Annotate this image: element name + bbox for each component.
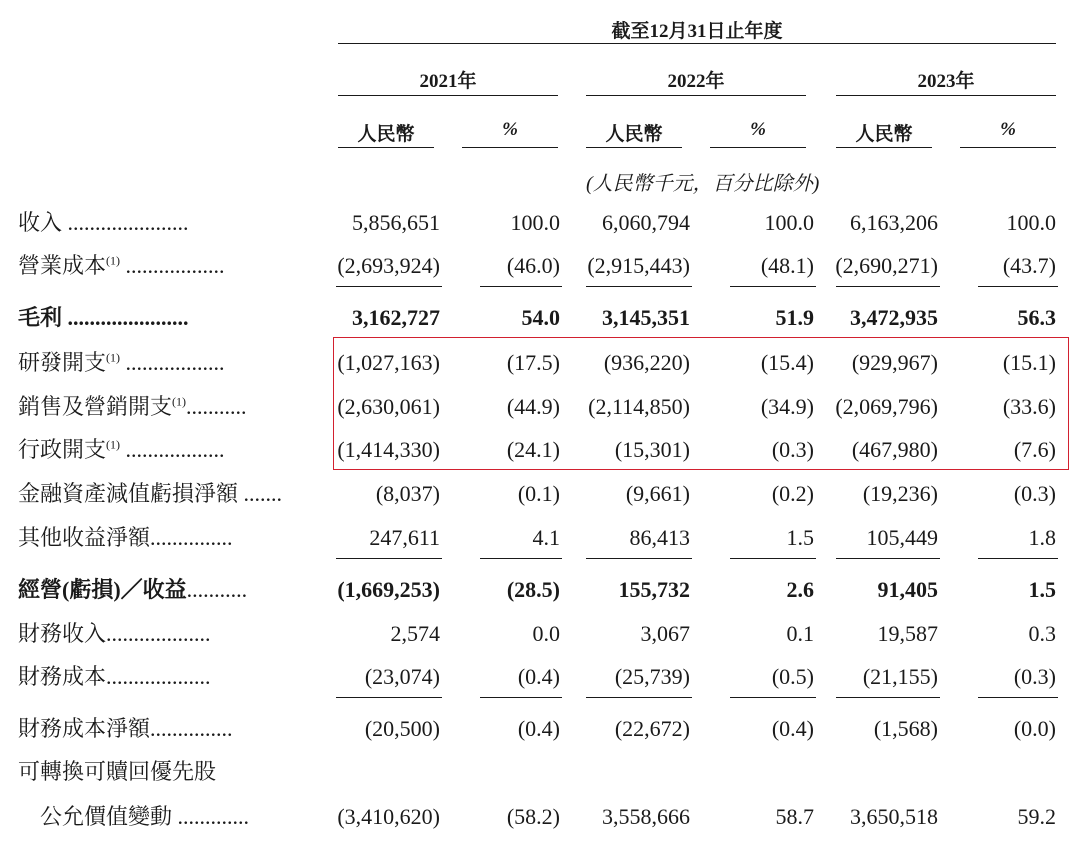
cell: (2,630,061) <box>337 394 440 419</box>
cell: 3,067 <box>640 621 690 646</box>
cell: (2,693,924) <box>337 253 440 278</box>
year-2023-heading: 2023年 <box>917 71 975 92</box>
cell: (9,661) <box>625 481 690 506</box>
cell: (0.3) <box>1013 664 1056 689</box>
row-label: 經營(虧損)／收益........... <box>18 577 248 602</box>
table-row-rnd-expenses <box>0 343 1080 383</box>
cell: (0.0) <box>1013 716 1056 741</box>
cell: (0.3) <box>771 437 814 462</box>
col-currency-2023: 人民幣 <box>855 124 913 145</box>
cell: (33.6) <box>1002 394 1056 419</box>
cell: 3,650,518 <box>850 804 938 829</box>
row-label: 公允價值變動 ............. <box>40 804 250 829</box>
table-row-finance-costs <box>0 657 1080 697</box>
cell: 2,574 <box>390 621 440 646</box>
cell: (467,980) <box>851 437 938 462</box>
cell: 155,732 <box>618 577 690 602</box>
subtotal-rule <box>730 286 816 287</box>
col-underline <box>586 147 682 148</box>
cell: 3,162,727 <box>352 305 440 330</box>
row-label: 營業成本$^{(1)}$ .................. <box>18 253 225 278</box>
cell: 100.0 <box>764 210 814 235</box>
col-currency-2022: 人民幣 <box>605 124 663 145</box>
cell: (3,410,620) <box>337 804 440 829</box>
cell: (1,027,163) <box>337 350 440 375</box>
cell: (58.2) <box>506 804 560 829</box>
subtotal-rule <box>336 697 442 698</box>
cell: (21,155) <box>862 664 938 689</box>
subtotal-rule <box>978 697 1058 698</box>
cell: (2,690,271) <box>835 253 938 278</box>
subtotal-rule <box>730 697 816 698</box>
cell: (25,739) <box>614 664 690 689</box>
cell: (20,500) <box>364 716 440 741</box>
subtotal-rule <box>586 286 692 287</box>
table-row-selling-marketing <box>0 387 1080 427</box>
row-label: 金融資產減值虧損淨額 ....... <box>18 481 283 506</box>
cell: (28.5) <box>506 577 560 602</box>
cell: (15.1) <box>1002 350 1056 375</box>
subtotal-rule <box>336 558 442 559</box>
cell: (7.6) <box>1013 437 1056 462</box>
subtotal-rule <box>978 558 1058 559</box>
subtotal-rule <box>480 697 562 698</box>
cell: (22,672) <box>614 716 690 741</box>
cell: 3,558,666 <box>602 804 690 829</box>
cell: 3,145,351 <box>602 305 690 330</box>
cell: 54.0 <box>521 305 560 330</box>
cell: 6,163,206 <box>850 210 938 235</box>
cell: (0.3) <box>1013 481 1056 506</box>
cell: (0.1) <box>517 481 560 506</box>
cell: (2,114,850) <box>588 394 690 419</box>
table-row-net-finance-costs <box>0 709 1080 749</box>
cell: 56.3 <box>1017 305 1056 330</box>
cell: 91,405 <box>877 577 938 602</box>
cell: 19,587 <box>877 621 938 646</box>
col-percent-2021: % <box>502 119 518 140</box>
cell: (0.4) <box>771 716 814 741</box>
table-row-admin-expenses <box>0 430 1080 470</box>
table-row-other-gains <box>0 518 1080 558</box>
subtotal-rule <box>586 697 692 698</box>
cell: 100.0 <box>1006 210 1056 235</box>
table-row-fair-value-changes <box>0 797 1080 837</box>
cell: (1,669,253) <box>337 577 440 602</box>
cell: (46.0) <box>506 253 560 278</box>
col-underline <box>462 147 558 148</box>
cell: (43.7) <box>1002 253 1056 278</box>
cell: (929,967) <box>851 350 938 375</box>
row-label: 銷售及營銷開支$^{(1)}$........... <box>18 394 247 419</box>
cell: 86,413 <box>629 525 690 550</box>
subtotal-rule <box>836 286 940 287</box>
period-title-underline <box>338 43 1056 44</box>
cell: (2,069,796) <box>835 394 938 419</box>
cell: 1.5 <box>1028 577 1056 602</box>
subtotal-rule <box>480 558 562 559</box>
row-label: 可轉換可贖回優先股 <box>18 759 217 784</box>
row-label: 行政開支$^{(1)}$ .................. <box>18 437 225 462</box>
row-label: 其他收益淨額............... <box>18 525 233 550</box>
row-label: 財務收入................... <box>18 621 211 646</box>
cell: 5,856,651 <box>352 210 440 235</box>
cell: (24.1) <box>506 437 560 462</box>
cell: (1,568) <box>873 716 938 741</box>
cell: (2,915,443) <box>587 253 690 278</box>
table-row-cost-of-revenue <box>0 246 1080 286</box>
col-underline <box>338 147 434 148</box>
cell: 51.9 <box>775 305 814 330</box>
row-label: 研發開支$^{(1)}$ .................. <box>18 350 225 375</box>
row-label: 財務成本................... <box>18 664 211 689</box>
year-2022-heading: 2022年 <box>667 71 725 92</box>
cell: (0.2) <box>771 481 814 506</box>
subtotal-rule <box>336 286 442 287</box>
cell: (34.9) <box>760 394 814 419</box>
cell: 58.7 <box>775 804 814 829</box>
cell: 0.0 <box>532 621 560 646</box>
cell: (44.9) <box>506 394 560 419</box>
table-row-finance-income <box>0 614 1080 654</box>
cell: (15.4) <box>760 350 814 375</box>
cell: 1.8 <box>1028 525 1056 550</box>
subtotal-rule <box>978 286 1058 287</box>
cell: 4.1 <box>532 525 560 550</box>
col-percent-2023: % <box>1000 119 1016 140</box>
cell: (1,414,330) <box>337 437 440 462</box>
col-underline <box>710 147 806 148</box>
cell: 1.5 <box>786 525 814 550</box>
cell: 105,449 <box>866 525 938 550</box>
cell: 6,060,794 <box>602 210 690 235</box>
table-row-gross-profit <box>0 298 1080 338</box>
cell: 100.0 <box>510 210 560 235</box>
table-row-impairment <box>0 474 1080 514</box>
cell: (23,074) <box>364 664 440 689</box>
cell: (0.5) <box>771 664 814 689</box>
year-2021-heading: 2021年 <box>419 71 477 92</box>
cell: (15,301) <box>614 437 690 462</box>
period-title: 截至12月31日止年度 <box>611 21 783 42</box>
cell: (0.4) <box>517 664 560 689</box>
col-underline <box>960 147 1056 148</box>
cell: (0.4) <box>517 716 560 741</box>
cell: 59.2 <box>1017 804 1056 829</box>
cell: 2.6 <box>786 577 814 602</box>
cell: 247,611 <box>369 525 440 550</box>
cell: 3,472,935 <box>850 305 938 330</box>
cell: (17.5) <box>506 350 560 375</box>
subtotal-rule <box>836 697 940 698</box>
cell: 0.3 <box>1028 621 1056 646</box>
cell: (48.1) <box>760 253 814 278</box>
year-2022-underline <box>586 95 806 96</box>
table-row-preferred-shares-heading <box>0 752 1080 792</box>
col-underline <box>836 147 932 148</box>
table-row-operating-result <box>0 570 1080 610</box>
subtotal-rule <box>836 558 940 559</box>
unit-note: (人民幣千元，百分比除外) <box>586 173 820 195</box>
row-label: 毛利 ...................... <box>18 305 189 330</box>
subtotal-rule <box>730 558 816 559</box>
col-currency-2021: 人民幣 <box>357 124 415 145</box>
table-row-revenue <box>0 203 1080 243</box>
year-2021-underline <box>338 95 558 96</box>
year-2023-underline <box>836 95 1056 96</box>
cell: 0.1 <box>786 621 814 646</box>
subtotal-rule <box>480 286 562 287</box>
row-label: 財務成本淨額............... <box>18 716 233 741</box>
cell: (19,236) <box>862 481 938 506</box>
row-label: 收入 ...................... <box>18 210 189 235</box>
cell: (8,037) <box>375 481 440 506</box>
cell: (936,220) <box>603 350 690 375</box>
col-percent-2022: % <box>750 119 766 140</box>
subtotal-rule <box>586 558 692 559</box>
